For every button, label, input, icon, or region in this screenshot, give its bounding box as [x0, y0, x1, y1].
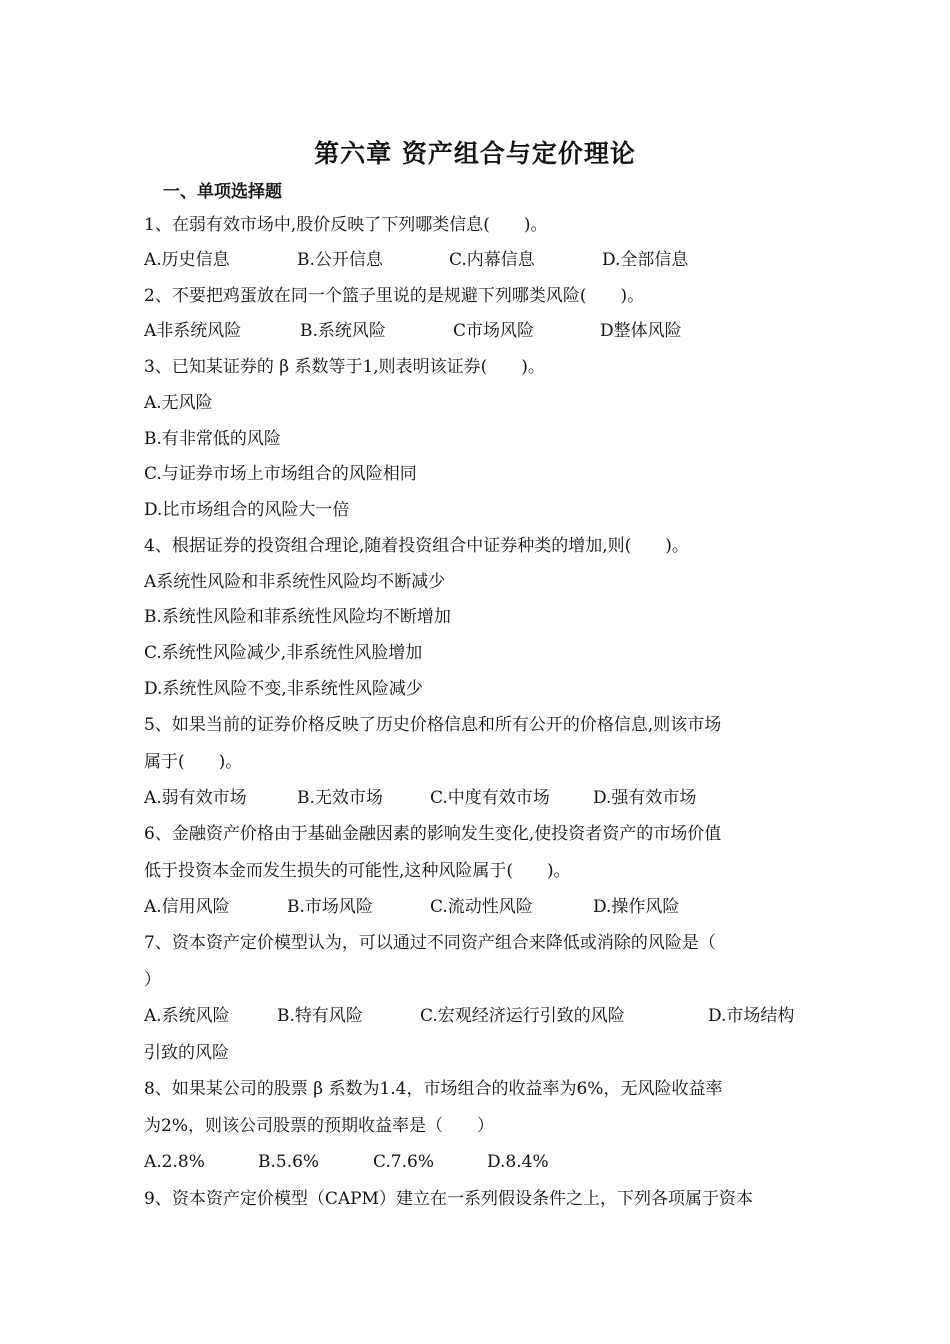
question-4-option-a: A系统性风险和非系统性风险均不断减少 — [144, 572, 446, 592]
option-c: C.7.6% — [373, 1152, 434, 1172]
question-7-line-1: 7、资本资产定价模型认为，可以通过不同资产组合来降低或消除的风险是（ — [144, 933, 716, 953]
option-d: D.8.4% — [487, 1152, 549, 1172]
option-b: B.公开信息 — [297, 250, 383, 270]
option-a: A.历史信息 — [144, 250, 230, 270]
question-5-line-2: 属于( )。 — [144, 752, 243, 772]
option-c: C.宏观经济运行引致的风险 — [420, 1006, 625, 1026]
option-d: D.全部信息 — [602, 250, 689, 270]
option-a: A.弱有效市场 — [144, 788, 247, 808]
option-b: B.市场风险 — [287, 897, 373, 917]
question-4-option-b: B.系统性风险和菲系统性风险均不断增加 — [144, 607, 451, 627]
question-4-option-c: C.系统性风险减少,非系统性风脸增加 — [144, 643, 423, 663]
question-3-option-b: B.有非常低的风险 — [144, 429, 281, 449]
option-b: B.5.6% — [258, 1152, 320, 1172]
option-b: B.特有风险 — [277, 1006, 363, 1026]
question-1: 1、在弱有效市场中,股价反映了下列哪类信息( )。 — [144, 215, 548, 235]
option-a: A非系统风险 — [144, 321, 242, 341]
question-7-continuation: 引致的风险 — [144, 1043, 229, 1063]
option-c: C.流动性风险 — [430, 897, 533, 917]
question-3-option-a: A.无风险 — [144, 393, 213, 413]
question-2: 2、不要把鸡蛋放在同一个篮子里说的是规避下列哪类风险( )。 — [144, 286, 645, 306]
question-5-line-1: 5、如果当前的证券价格反映了历史价格信息和所有公开的价格信息,则该市场 — [144, 715, 722, 735]
option-b: B.系统风险 — [300, 321, 386, 341]
question-7-line-2: ） — [144, 970, 161, 990]
question-4: 4、根据证券的投资组合理论,随着投资组合中证券种类的增加,则( )。 — [144, 536, 689, 556]
option-a: A.信用风险 — [144, 897, 230, 917]
question-8-line-2: 为2%，则该公司股票的预期收益率是（ ） — [144, 1116, 494, 1136]
question-3-option-c: C.与证券市场上市场组合的风险相同 — [144, 464, 417, 484]
question-3-option-d: D.比市场组合的风险大一倍 — [144, 500, 350, 520]
option-d: D.强有效市场 — [593, 788, 697, 808]
question-9-line-1: 9、资本资产定价模型（CAPM）建立在一系列假设条件之上，下列各项属于资本 — [144, 1189, 753, 1209]
option-c: C市场风险 — [453, 321, 535, 341]
option-c: C.中度有效市场 — [430, 788, 550, 808]
option-d: D.操作风险 — [593, 897, 680, 917]
section-heading: 一、单项选择题 — [163, 182, 282, 202]
option-b: B.无效市场 — [297, 788, 383, 808]
question-8-line-1: 8、如果某公司的股票 β 系数为1.4，市场组合的收益率为6%，无风险收益率 — [144, 1079, 723, 1099]
option-d: D整体风险 — [600, 321, 682, 341]
question-3: 3、已知某证券的 β 系数等于1,则表明该证券( )。 — [144, 357, 545, 377]
option-a: A.2.8% — [144, 1152, 205, 1172]
chapter-title: 第六章 资产组合与定价理论 — [314, 139, 636, 168]
question-4-option-d: D.系统性风险不变,非系统性风险减少 — [144, 679, 423, 699]
question-6-line-2: 低于投资本金而发生损失的可能性,这种风险属于( )。 — [144, 861, 571, 881]
option-d: D.市场结构 — [708, 1006, 795, 1026]
question-6-line-1: 6、金融资产价格由于基础金融因素的影响发生变化,使投资者资产的市场价值 — [144, 824, 722, 844]
option-c: C.内幕信息 — [449, 250, 535, 270]
option-a: A.系统风险 — [144, 1006, 230, 1026]
